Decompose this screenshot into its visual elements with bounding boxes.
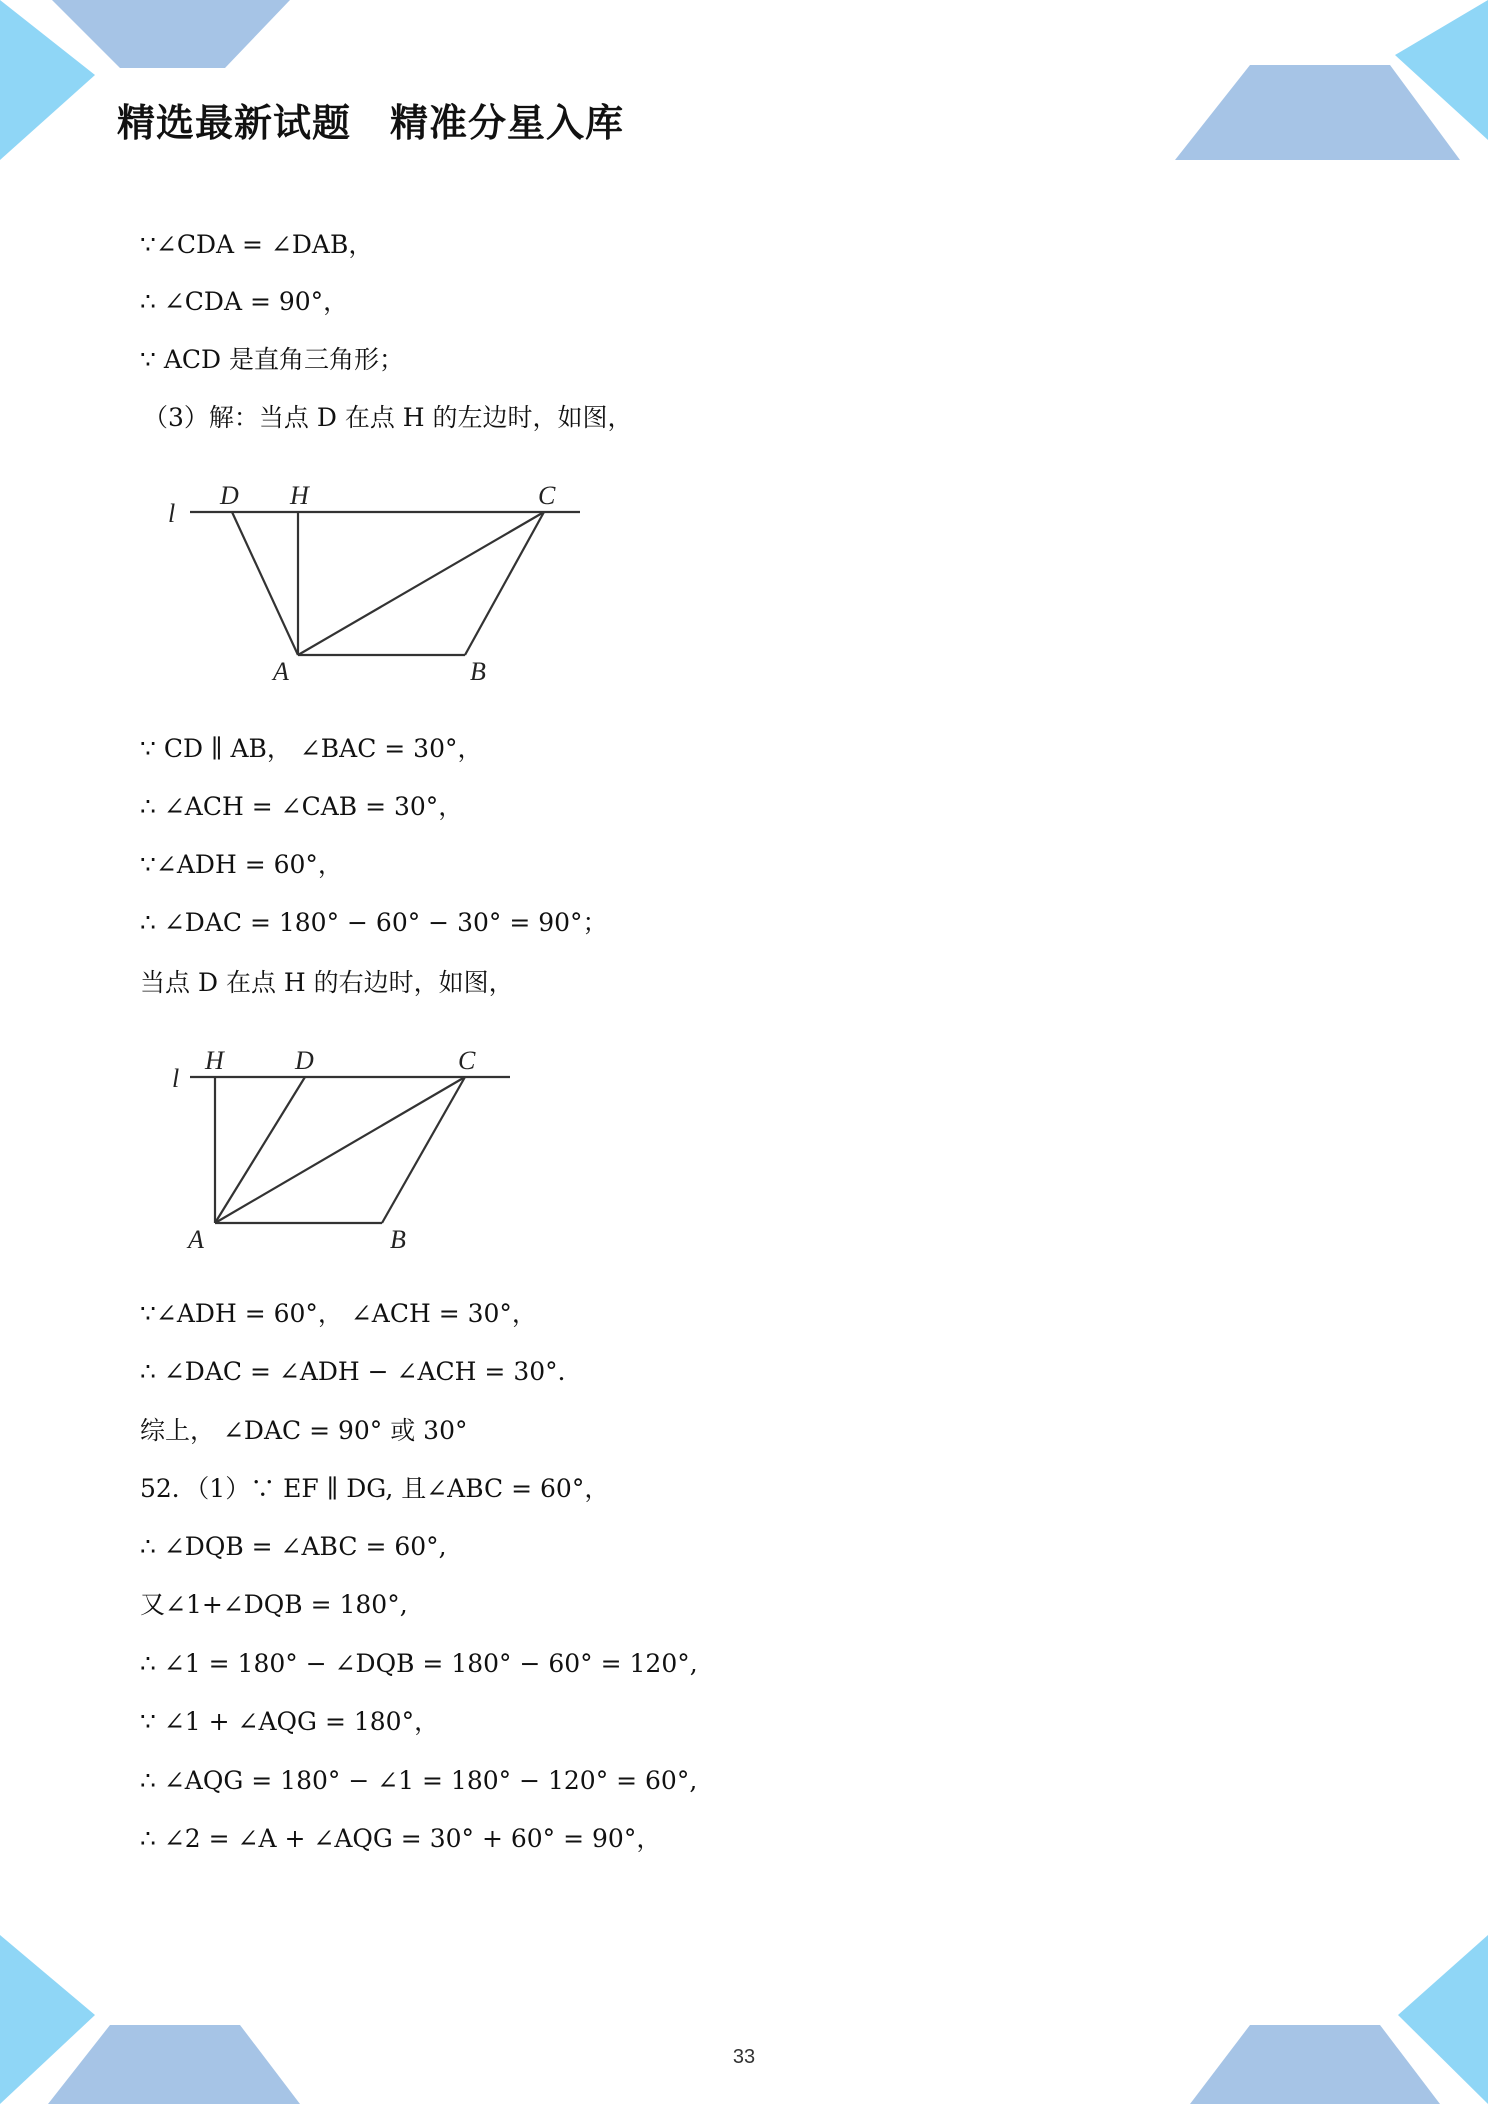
text-line: ∴ ∠DAC = ∠ADH − ∠ACH = 30°． (140, 1357, 583, 1386)
text-line: 综上， ∠DAC = 90° 或 30° (140, 1416, 468, 1445)
text-line: ∴ ∠1 = 180° − ∠DQB = 180° − 60° = 120°, (140, 1649, 698, 1678)
question-heading: 52．（1）∵ EF ∥ DG, 且∠ABC = 60°， (140, 1474, 610, 1503)
text-line: ∴ ∠2 = ∠A + ∠AQG = 30° + 60° = 90°， (140, 1824, 662, 1853)
label-D: D (295, 1046, 314, 1075)
corner-trapezoid-top-left (52, 0, 290, 68)
text-line: ∴ ∠AQG = 180° − ∠1 = 180° − 120° = 60°, (140, 1766, 698, 1795)
label-B: B (470, 657, 486, 686)
segment-CA (215, 1077, 465, 1223)
label-l: l (168, 499, 176, 528)
text-line: 当点 D 在点 H 的右边时，如图， (140, 968, 514, 997)
label-A: A (188, 1225, 204, 1254)
text-line: ∵∠ADH = 60°， ∠ACH = 30°， (140, 1299, 537, 1328)
label-D: D (220, 481, 239, 510)
text-line: 又∠1+∠DQB = 180°, (140, 1590, 408, 1619)
text-line: ∵ ACD 是直角三角形； (140, 345, 405, 374)
label-C: C (538, 481, 556, 510)
page-number: 33 (732, 2046, 756, 2068)
text-line: ∴ ∠ACH = ∠CAB = 30°， (140, 792, 464, 821)
text-line: ∵ ∠1 + ∠AQG = 180°， (140, 1707, 440, 1736)
label-B: B (390, 1225, 406, 1254)
label-H: H (290, 481, 309, 510)
segment-CA (298, 512, 544, 655)
geometry-figure-1 (160, 470, 600, 690)
text-line: ∴ ∠CDA = 90°， (140, 287, 349, 316)
segment-BC (382, 1077, 465, 1223)
corner-trapezoid-top-right (1175, 65, 1460, 160)
text-line: ∵ CD ∥ AB， ∠BAC = 30°， (140, 734, 483, 763)
text-line: ∵∠ADH = 60°， (140, 850, 343, 879)
text-line: ∵∠CDA = ∠DAB， (140, 230, 374, 259)
text-line: ∴ ∠DQB = ∠ABC = 60°, (140, 1532, 447, 1561)
section-heading: （3）解：当点 D 在点 H 的左边时，如图， (143, 403, 633, 432)
segment-DA (215, 1077, 305, 1223)
label-C: C (458, 1046, 476, 1075)
geometry-figure-2 (160, 1035, 540, 1260)
text-line: ∴ ∠DAC = 180° − 60° − 30° = 90°； (140, 908, 608, 937)
segment-DA (232, 512, 298, 655)
header-title: 精选最新试题 精准分星入库 (117, 101, 625, 145)
segment-BC (465, 512, 544, 655)
label-A: A (273, 657, 289, 686)
label-H: H (205, 1046, 224, 1075)
label-l: l (172, 1064, 180, 1093)
